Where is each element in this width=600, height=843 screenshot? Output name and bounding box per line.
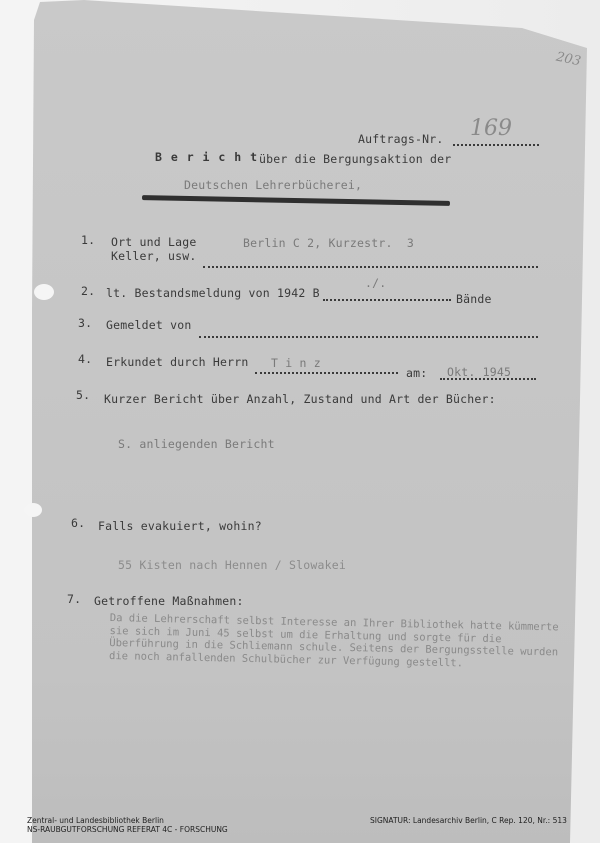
item-2-value: ./.: [365, 276, 387, 290]
item-4-label: Erkundet durch Herrn: [106, 355, 249, 369]
item-7-value: Da die Lehrerschaft selbst Interesse an Ihrer Bibliothek hatte kümmerte sie sich im Juni 45 selbst um die Erhaltung und sorgte für die Überführung in die Schliemann schule. Seitens der Bergungsstelle wurden die noch anfallenden Schulbücher zur Verfügung gestellt.: [108, 612, 559, 669]
item-6-value: 55 Kisten nach Hennen / Slowakei: [118, 558, 346, 572]
item-3-number: 3.: [78, 316, 93, 330]
item-2-label: lt. Bestandsmeldung von 1942 B: [106, 286, 320, 300]
item-1-label-line2: Keller, usw.: [111, 249, 197, 263]
footer-signatur: SIGNATUR: Landesarchiv Berlin, C Rep. 120, Nr.: 513: [370, 816, 567, 825]
item-5-value: S. anliegenden Bericht: [118, 437, 275, 451]
punch-hole-top: [34, 284, 54, 300]
footer-institution-line1: Zentral- und Landesbibliothek Berlin: [27, 816, 164, 825]
item-5-number: 5.: [76, 388, 91, 402]
item-4-dotted-line: [255, 372, 398, 374]
footer-institution: [27, 816, 228, 834]
item-1-value: Berlin C 2, Kurzestr. 3: [243, 236, 414, 250]
item-4-date-label: am:: [406, 366, 428, 380]
item-7-number: 7.: [67, 592, 82, 606]
item-1-number: 1.: [81, 233, 96, 247]
item-1-dotted-line: [203, 266, 538, 268]
item-4-number: 4.: [78, 352, 93, 366]
item-3-label: Gemeldet von: [106, 318, 192, 332]
item-2-number: 2.: [81, 284, 96, 298]
item-7-label: Getroffene Maßnahmen:: [94, 594, 244, 608]
item-6-number: 6.: [71, 516, 86, 530]
item-5-label: Kurzer Bericht über Anzahl, Zustand und Art der Bücher:: [104, 392, 496, 406]
order-label: Auftrags-Nr.: [358, 132, 444, 146]
order-dotted-line: [453, 144, 539, 146]
item-4-date-dotted-line: [440, 378, 536, 380]
order-number-handwritten: 169: [470, 116, 512, 141]
item-2-suffix: Bände: [456, 292, 492, 306]
item-3-dotted-line: [199, 336, 538, 338]
title-line2: Deutschen Lehrerbücherei,: [184, 178, 363, 192]
item-6-label: Falls evakuiert, wohin?: [98, 519, 262, 533]
title-line1: über die Bergungsaktion der: [259, 152, 452, 166]
item-4-date-value: Okt. 1945: [447, 365, 512, 379]
punch-hole-bottom: [24, 503, 42, 517]
item-2-dotted-line: [323, 299, 451, 301]
item-1-label-line1: Ort und Lage: [111, 235, 197, 249]
footer-institution-line2: NS-RAUBGUTFORSCHUNG REFERAT 4C - FORSCHUNG: [27, 825, 228, 834]
page-number-handwritten: 203: [554, 49, 583, 70]
title-bericht: B e r i c h t: [155, 150, 259, 164]
item-4-value: T i n z: [271, 356, 321, 370]
